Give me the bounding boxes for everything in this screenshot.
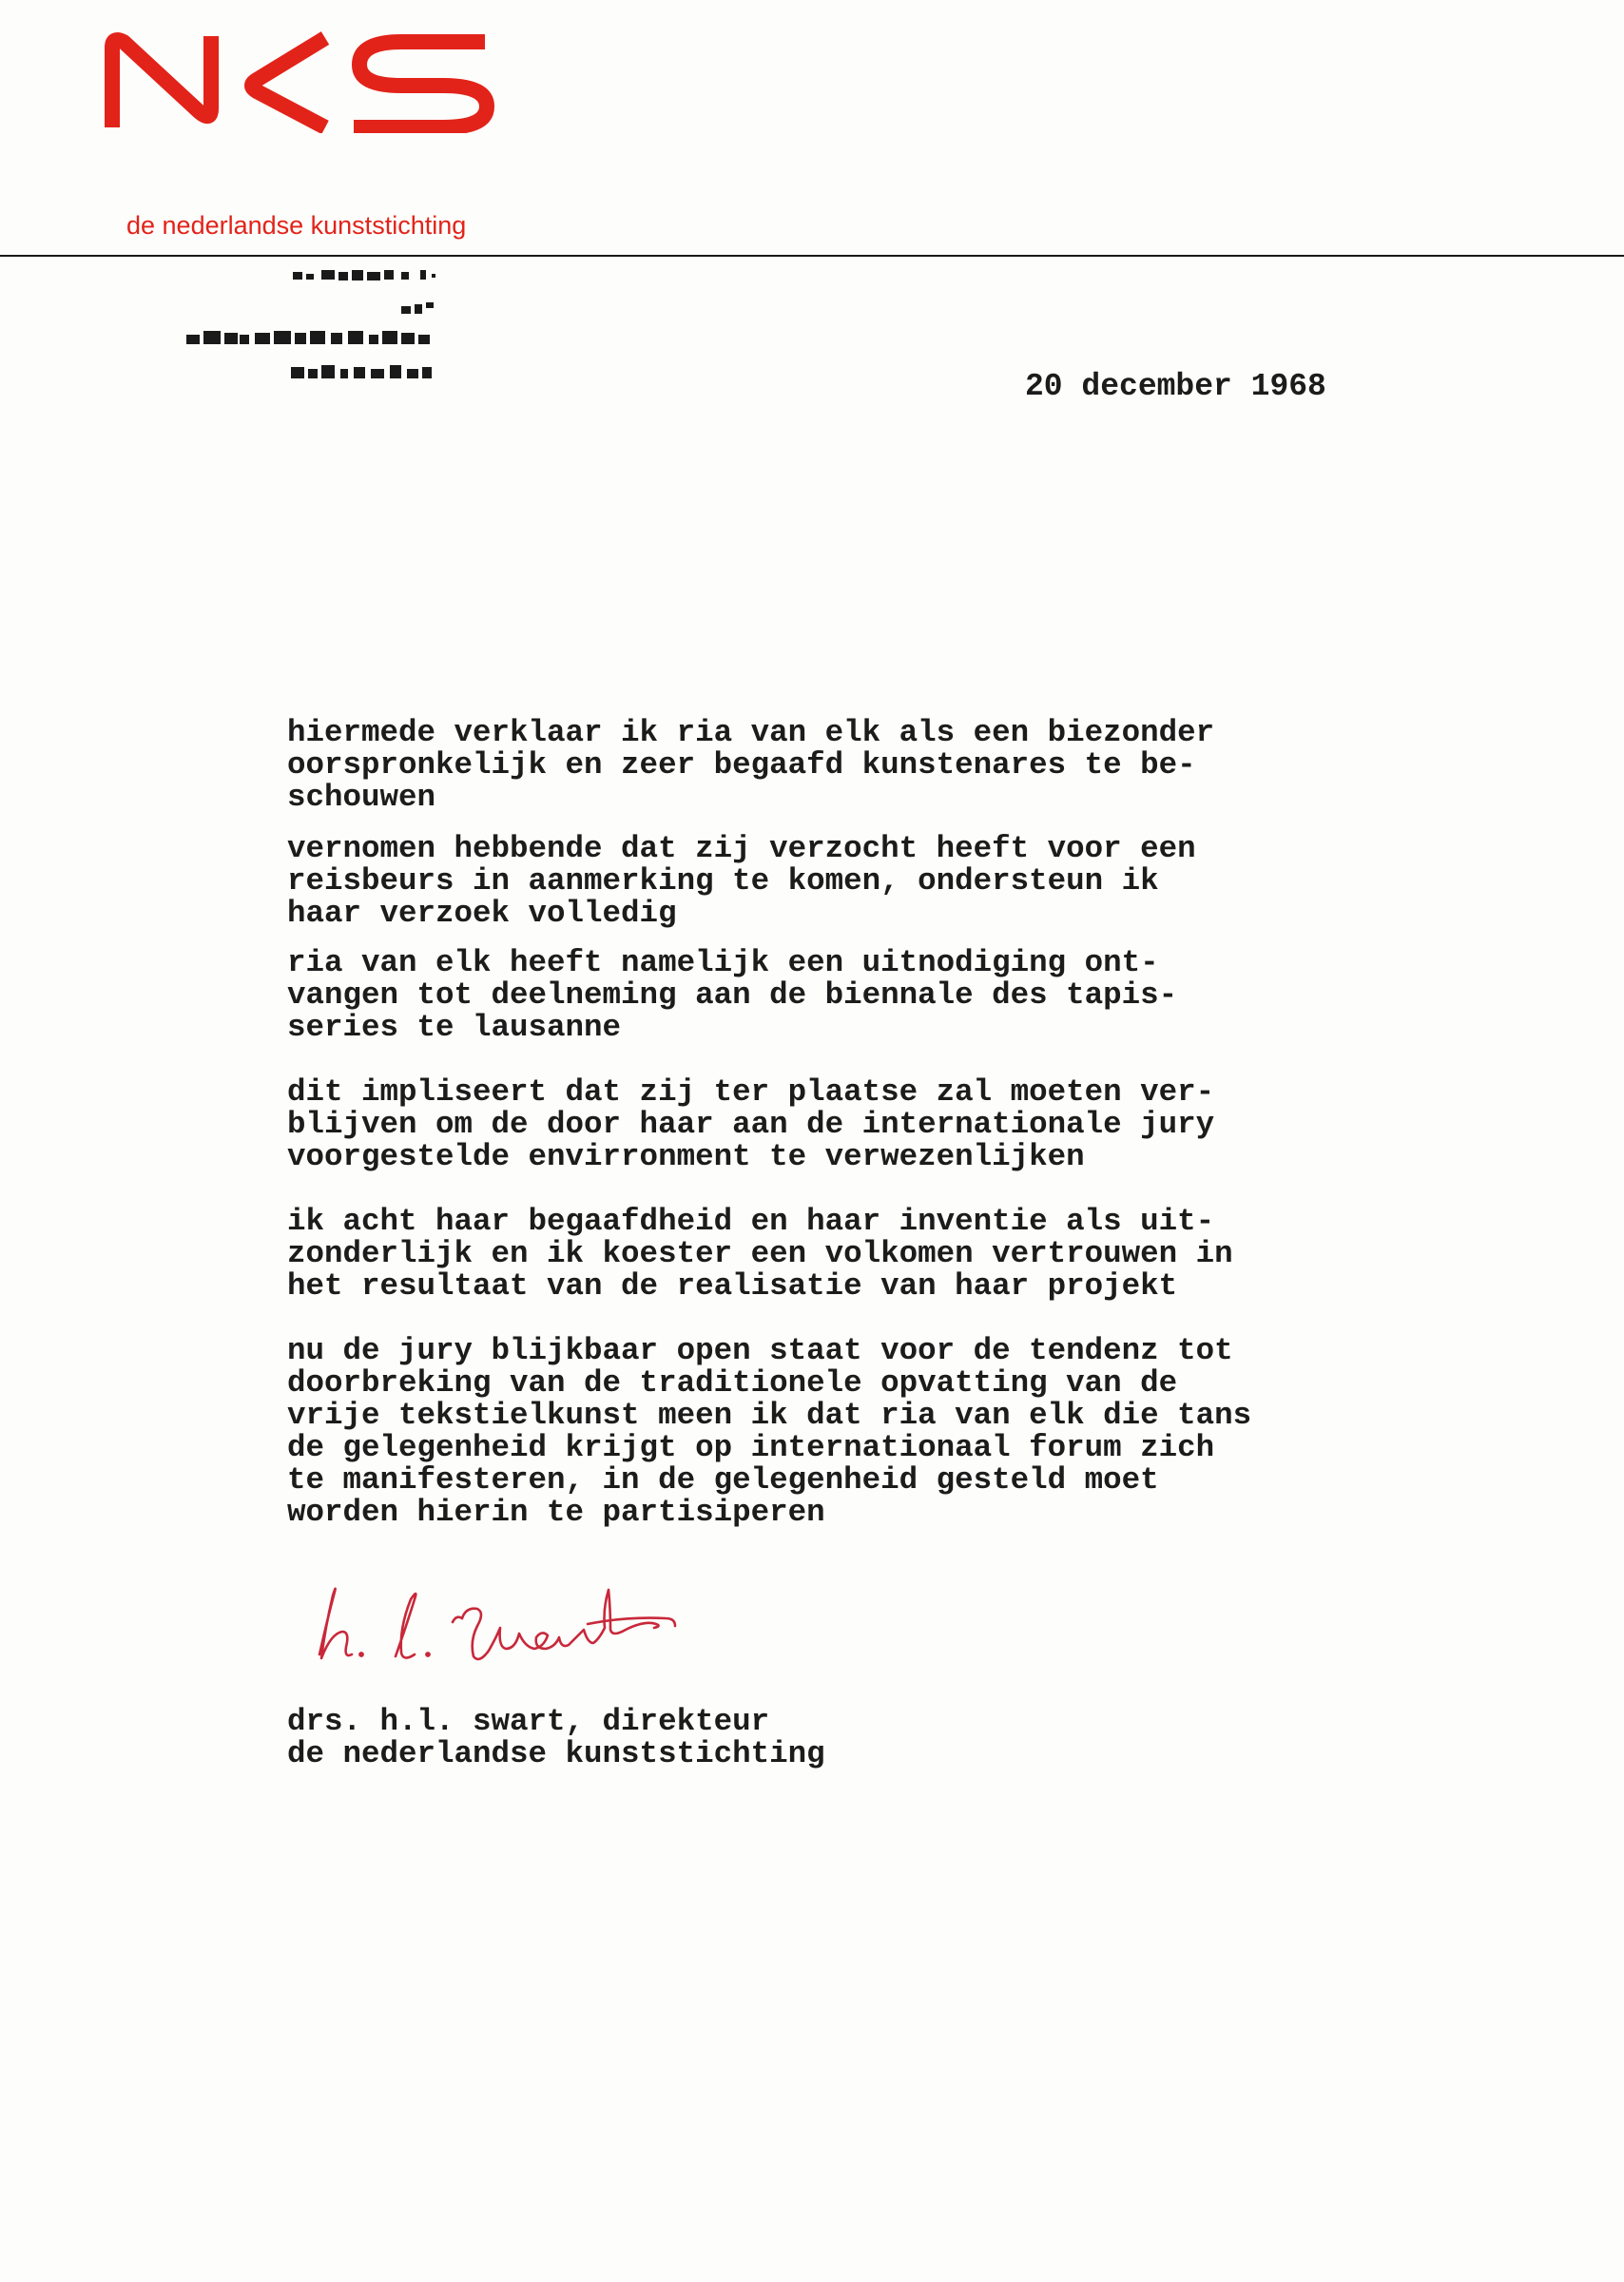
letterhead-divider	[0, 255, 1624, 257]
nks-logo	[105, 29, 494, 133]
paragraph-2: vernomen hebbende dat zij verzocht heeft voor een reisbeurs in aanmerking te komen, ondersteun ik haar verzoek volledig	[287, 831, 1196, 931]
signatory-name: drs. h.l. swart, direkteur	[287, 1704, 770, 1739]
redacted-address-block	[181, 259, 494, 401]
handwritten-signature	[302, 1571, 721, 1675]
letterhead-tagline: de nederlandse kunststichting	[126, 211, 467, 240]
closing-block	[287, 1706, 825, 1770]
paragraph-5: ik acht haar begaafdheid en haar inventie als uit- zonderlijk en ik koester een volkomen vertrouwen in het resultaat van de realisatie van haar projekt	[287, 1204, 1233, 1304]
paragraph-3: ria van elk heeft namelijk een uitnodiging ont- vangen tot deelneming aan de biennale des tapis- series te lausanne	[287, 945, 1178, 1045]
paragraph-4: dit impliseert dat zij ter plaatse zal moeten ver- blijven om de door haar aan de internationale jury voorgestelde envirronment te verwezenlijken	[287, 1074, 1215, 1174]
paragraph-6: nu de jury blijkbaar open staat voor de tendenz tot doorbreking van de traditionele opvatting van de vrije tekstielkunst meen ik dat ria van elk die tans de gelegenheid krijgt op internationaal forum zich te manifesteren, in de gelegenheid gesteld moet worden hierin te partisiperen	[287, 1333, 1252, 1530]
letter-date: 20 december 1968	[1025, 369, 1326, 404]
paragraph-1: hiermede verklaar ik ria van elk als een biezonder oorspronkelijk en zeer begaafd kunstenares te be- schouwen	[287, 715, 1215, 815]
signatory-organization: de nederlandse kunststichting	[287, 1736, 825, 1771]
